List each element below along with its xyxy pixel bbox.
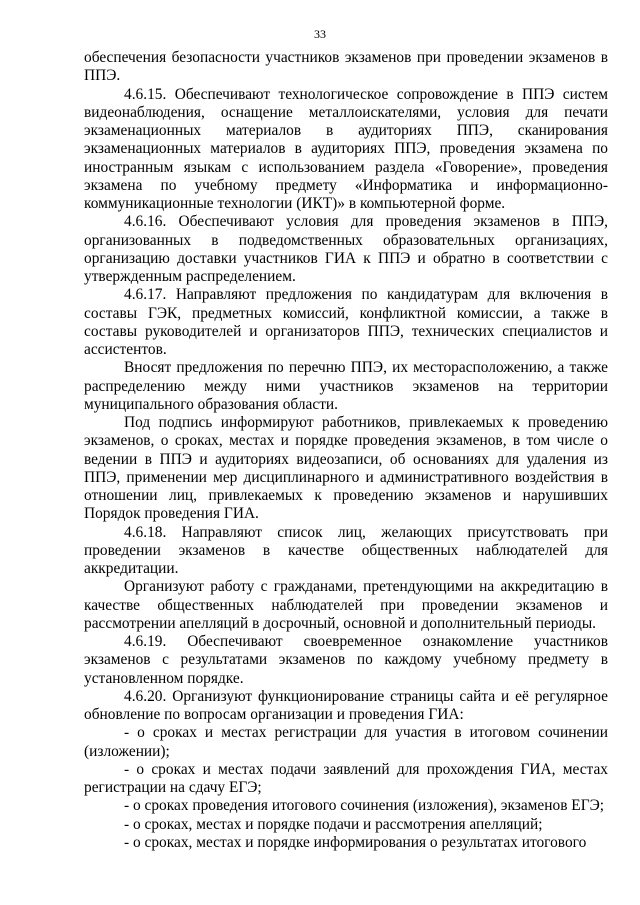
paragraph-continuation: обеспечения безопасности участников экзаменов при проведении экзаменов в ППЭ. — [84, 49, 608, 85]
list-item: - о сроках и местах подачи заявлений для прохождения ГИА, местах регистрации на сдачу ЕГЭ; — [84, 760, 608, 796]
list-item: - о сроках, местах и порядке информирования о результатах итогового — [124, 833, 587, 851]
paragraph-staff-informing: Под подпись информируют работников, привлекаемых к проведению экзаменов, о сроках, местах и порядке проведения экзаменов, в том числе о ведении в ППЭ и аудиториях видеозаписи, об основаниях для удаления из ППЭ, применении мер дисциплинарного и административного воздействия в отношении лиц, привлекаемых к проведению экзаменов и нарушивших Порядок проведения ГИА. — [84, 414, 608, 523]
document-body — [84, 49, 608, 852]
list-item: - о сроках, местах и порядке подачи и рассмотрения апелляций; — [124, 815, 543, 833]
paragraph-4-6-16: 4.6.16. Обеспечивают условия для проведения экзаменов в ППЭ, организованных в подведомственных образовательных организациях, организацию доставки участников ГИА к ППЭ и обратно в соответствии с утвержденным распределением. — [84, 213, 608, 285]
paragraph-4-6-15: 4.6.15. Обеспечивают технологическое сопровождение в ППЭ систем видеонаблюдения, оснащение металлоискателями, условия для печати экзаменационных материалов в аудиториях ППЭ, сканирования экзаменационных материалов в аудиториях ППЭ, проведения экзамена по иностранным языкам с использованием раздела «Говорение», проведения экзамена по учебному предмету «Информатика и информационно-коммуникационные технологии (ИКТ)» в компьютерной форме. — [84, 85, 608, 212]
paragraph-4-6-17: 4.6.17. Направляют предложения по кандидатурам для включения в составы ГЭК, предметных комиссий, конфликтной комиссии, а также в составы руководителей и организаторов ППЭ, технических специалистов и ассистентов. — [84, 286, 608, 358]
paragraph-4-6-18: 4.6.18. Направляют список лиц, желающих присутствовать при проведении экзаменов в качестве общественных наблюдателей для аккредитации. — [84, 523, 608, 577]
list-item: - о сроках и местах регистрации для участия в итоговом сочинении (изложении); — [84, 724, 608, 760]
page-number: 33 — [314, 27, 326, 41]
paragraph-observers-accreditation: Организуют работу с гражданами, претендующими на аккредитацию в качестве общественных наблюдателей при проведении экзаменов и рассмотрении апелляций в досрочный, основной и дополнительный периоды. — [84, 578, 608, 632]
paragraph-4-6-20: 4.6.20. Организуют функционирование страницы сайта и её регулярное обновление по вопросам организации и проведения ГИА: — [84, 687, 608, 723]
paragraph-ppe-proposals: Вносят предложения по перечню ППЭ, их месторасположению, а также распределению между ними участников экзаменов на территории муниципального образования области. — [84, 359, 608, 413]
paragraph-4-6-19: 4.6.19. Обеспечивают своевременное ознакомление участников экзаменов с результатами экзаменов по каждому учебному предмету в установленном порядке. — [84, 633, 608, 687]
list-item: - о сроках проведения итогового сочинения (изложения), экзаменов ЕГЭ; — [124, 797, 605, 815]
